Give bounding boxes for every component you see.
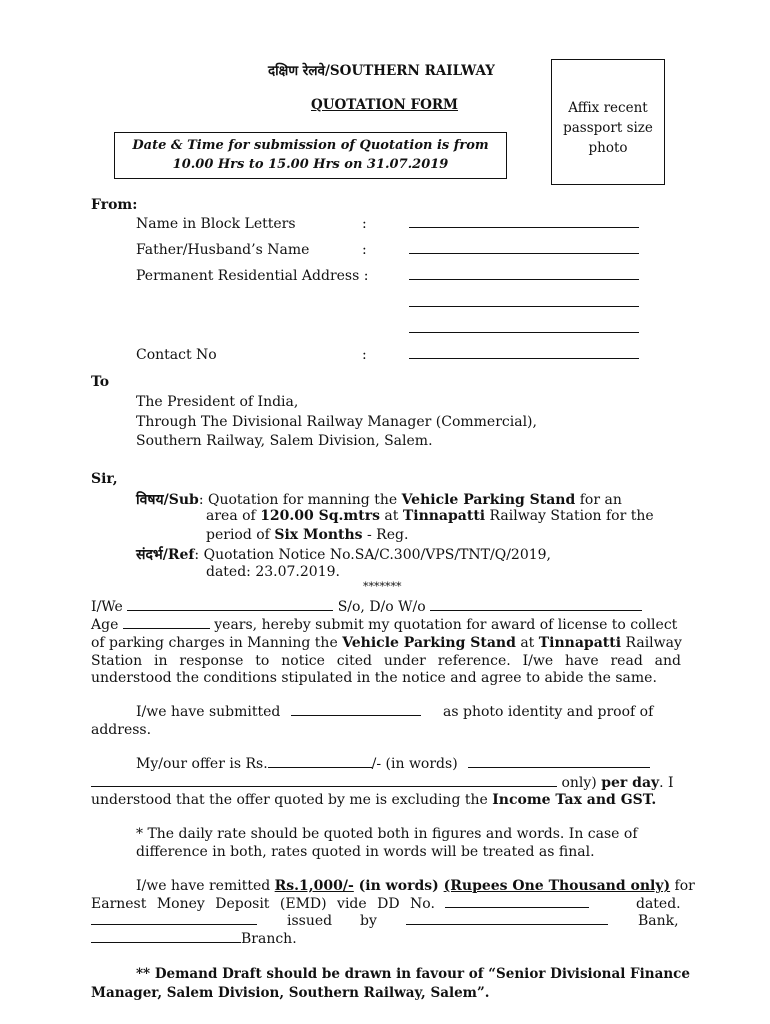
para3-line-2: [91, 774, 681, 792]
text: of parking charges in Manning the: [91, 635, 343, 651]
salutation: Sir,: [91, 471, 118, 487]
from-label: From:: [91, 197, 138, 213]
bold-text: Tinnapatti: [538, 635, 622, 651]
text: Railway: [621, 635, 682, 651]
bold-text: Income Tax and GST.: [492, 792, 657, 808]
para1-line-4: Station in response to notice cited under reference. I/we have read and: [91, 653, 681, 669]
text: Earnest Money Deposit (EMD) vide DD No.: [91, 896, 435, 912]
title-hindi: दक्षिण रेलवे: [268, 63, 325, 79]
subject-line-3: [206, 527, 408, 543]
para5-line-1: [136, 878, 695, 894]
separator: *******: [363, 580, 402, 593]
para1-line-5: understood the conditions stipulated in the notice and agree to abide the same.: [91, 670, 657, 686]
text: only): [557, 775, 602, 791]
field-label-address: Permanent Residential Address :: [136, 268, 369, 284]
age-blank[interactable]: [123, 617, 210, 629]
bold-text: (in words): [353, 878, 444, 894]
field-blank-name[interactable]: [409, 216, 639, 232]
photo-box: [551, 59, 665, 185]
subject-label: विषय/Sub: [136, 492, 199, 508]
para6-line-1: ** Demand Draft should be drawn in favour of “Senior Divisional Finance: [136, 966, 690, 982]
name-blank[interactable]: [127, 599, 333, 611]
subject-text: : Quotation for manning the: [198, 492, 402, 508]
subject-bold: Six Months: [274, 527, 363, 543]
subject-bold: 120.00 Sq.mtrs: [260, 508, 380, 524]
para5-by: by: [360, 913, 377, 929]
reference-line-1: [136, 545, 551, 564]
subject-text: at: [379, 508, 403, 524]
para5-line-4: [91, 931, 297, 947]
subject-text: for an: [575, 492, 622, 508]
para1-line-2: [91, 616, 681, 634]
para5-line-2: [91, 896, 589, 912]
text: years, hereby submit my quotation for award of license to collect: [214, 617, 678, 633]
photo-box-line-2: passport size: [563, 120, 653, 136]
para3-line-1: [136, 756, 650, 772]
field-label-father: Father/Husband’s Name: [136, 242, 310, 258]
field-colon: :: [362, 216, 367, 232]
relation-name-blank[interactable]: [430, 599, 642, 611]
text: for: [670, 878, 695, 894]
bold-text: per day: [601, 775, 660, 791]
amount-words-blank[interactable]: [468, 756, 650, 768]
subject-text: area of: [206, 508, 261, 524]
reference-line-2: dated: 23.07.2019.: [206, 564, 340, 580]
to-label: To: [91, 374, 110, 390]
para4-line-1: * The daily rate should be quoted both in figures and words. In case of: [136, 826, 638, 842]
para2-line-1: [136, 704, 427, 720]
to-line-1: The President of India,: [136, 394, 299, 410]
para1-line-1: [91, 598, 681, 616]
field-blank-contact[interactable]: [409, 347, 639, 363]
field-blank-address-1[interactable]: [409, 268, 639, 284]
to-line-3: Southern Railway, Salem Division, Salem.: [136, 433, 433, 449]
reference-label: संदर्भ/Ref: [136, 547, 195, 563]
subject-bold: Vehicle Parking Stand: [401, 492, 576, 508]
dd-date-blank[interactable]: [91, 913, 257, 925]
text: I/we have remitted: [136, 878, 275, 894]
para5-bank: Bank,: [638, 913, 679, 929]
photo-id-blank[interactable]: [291, 704, 421, 716]
notice-line-1: Date & Time for submission of Quotation is from: [132, 138, 489, 153]
text: Age: [91, 617, 119, 633]
form-title: QUOTATION FORM: [311, 97, 459, 113]
field-blank-address-3[interactable]: [409, 321, 639, 337]
page-title: [268, 61, 495, 79]
reference-text: : Quotation Notice No.SA/C.300/VPS/TNT/Q/2019,: [194, 547, 551, 563]
emd-amount-words: (Rupees One Thousand only): [443, 878, 671, 894]
subject-text: period of: [206, 527, 275, 543]
emd-amount: Rs.1,000/-: [274, 878, 354, 894]
field-colon: :: [362, 347, 367, 363]
para5-issued: issued: [287, 913, 333, 929]
photo-box-line-1: Affix recent: [568, 100, 648, 116]
text: /- (in words): [371, 756, 458, 772]
submission-notice-box: [114, 132, 507, 179]
text: I/we have submitted: [136, 704, 281, 720]
subject-line-1: [136, 490, 622, 509]
text: I/We: [91, 599, 123, 615]
dd-number-blank[interactable]: [445, 896, 589, 908]
subject-text: Railway Station for the: [485, 508, 654, 524]
para5-line-3a: [91, 913, 257, 929]
text: understood that the offer quoted by me is excluding the: [91, 792, 493, 808]
title-english: /SOUTHERN RAILWAY: [325, 63, 495, 79]
para2-line-1-end: as photo identity and proof of: [443, 704, 654, 720]
para1-line-3: [91, 634, 681, 652]
field-label-name: Name in Block Letters: [136, 216, 296, 232]
to-line-2: Through The Divisional Railway Manager (Commercial),: [136, 414, 537, 430]
para2-line-2: address.: [91, 722, 152, 738]
para6-line-2: Manager, Salem Division, Southern Railway, Salem”.: [91, 985, 490, 1001]
para5-dated: dated.: [636, 896, 681, 912]
subject-text: - Reg.: [362, 527, 409, 543]
subject-line-2: [206, 508, 654, 524]
amount-figure-blank[interactable]: [268, 756, 372, 768]
field-blank-father[interactable]: [409, 242, 639, 258]
field-label-contact: Contact No: [136, 347, 217, 363]
bold-text: Vehicle Parking Stand: [342, 635, 516, 651]
field-blank-address-2[interactable]: [409, 295, 639, 311]
text: My/our offer is Rs.: [136, 756, 268, 772]
photo-box-line-3: photo: [588, 140, 628, 156]
text: S/o, D/o W/o: [337, 599, 426, 615]
amount-words-blank-2[interactable]: [91, 775, 557, 787]
text: at: [515, 635, 539, 651]
notice-line-2: 10.00 Hrs to 15.00 Hrs on 31.07.2019: [172, 157, 449, 172]
field-colon: :: [362, 242, 367, 258]
subject-bold: Tinnapatti: [402, 508, 486, 524]
text: . I: [659, 775, 674, 791]
para3-line-3: [91, 791, 681, 809]
text: Branch.: [241, 931, 297, 947]
para4-line-2: difference in both, rates quoted in words will be treated as final.: [136, 844, 595, 860]
para5-bank-blank[interactable]: [406, 913, 608, 929]
branch-blank[interactable]: [91, 931, 241, 943]
